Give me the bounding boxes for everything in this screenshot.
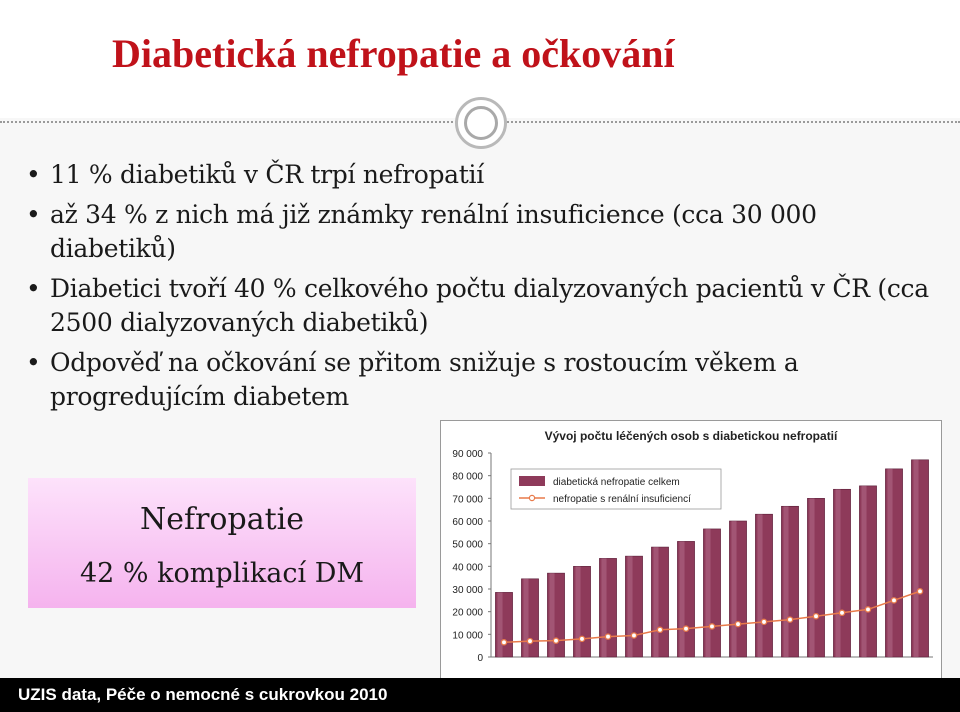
line-point-2005 <box>787 617 792 622</box>
footer-source: UZIS data, Péče o nemocné s cukrovkou 2010 <box>18 685 388 704</box>
bar-highlight <box>783 506 788 657</box>
bar-highlight <box>757 514 762 657</box>
nefropatie-chart <box>440 420 942 712</box>
y-tick-label: 40 000 <box>452 562 483 574</box>
bullet-item <box>24 272 934 340</box>
line-point-1996 <box>553 638 558 643</box>
bar-highlight <box>705 529 710 657</box>
legend-label-celkem: diabetická nefropatie celkem <box>553 477 680 488</box>
nefropatie-callout-box <box>28 478 416 608</box>
bar-highlight <box>887 469 892 657</box>
bar-highlight <box>861 486 866 657</box>
bullet-list <box>24 158 934 420</box>
bullet-dot-icon: • <box>26 348 41 377</box>
bar-highlight <box>835 489 840 657</box>
line-point-2006 <box>813 614 818 619</box>
line-point-2000 <box>657 627 662 632</box>
line-point-1995 <box>527 639 532 644</box>
bullet-item <box>24 346 934 414</box>
y-tick-label: 50 000 <box>452 539 483 551</box>
bullet-item <box>24 198 934 266</box>
line-point-2003 <box>735 622 740 627</box>
bullet-dot-icon: • <box>26 160 41 189</box>
bullet-text: 11 % diabetiků v ČR trpí nefropatií <box>50 160 484 189</box>
line-point-2010 <box>917 589 922 594</box>
y-tick-label: 60 000 <box>452 517 483 528</box>
y-tick-label: 70 000 <box>452 494 483 506</box>
ring-ornament-inner-icon <box>464 106 498 140</box>
line-point-2004 <box>761 619 766 624</box>
bullet-dot-icon: • <box>26 274 41 303</box>
chart-title: Vývoj počtu léčených osob s diabetickou nefropatií <box>544 429 838 443</box>
bar-highlight <box>549 573 554 657</box>
bar-highlight <box>809 498 814 657</box>
bar-highlight <box>627 556 632 657</box>
bullet-text: Odpověď na očkování se přitom snižuje s rostoucím věkem a progredujícím diabetem <box>50 348 799 411</box>
bullet-item <box>24 158 934 192</box>
line-point-2007 <box>839 610 844 615</box>
bullet-text: Diabetici tvoří 40 % celkového počtu dialyzovaných pacientů v ČR (cca 2500 dialyzovaných diabetiků) <box>50 274 929 337</box>
line-point-2009 <box>891 598 896 603</box>
chart-svg <box>441 421 941 711</box>
bar-highlight <box>679 541 684 657</box>
line-point-1998 <box>605 634 610 639</box>
y-tick-label: 30 000 <box>452 585 483 596</box>
y-tick-label: 0 <box>477 653 483 664</box>
legend-swatch-bar <box>519 476 545 486</box>
y-tick-label: 10 000 <box>452 630 483 642</box>
bullet-text: až 34 % z nich má již známky renální insuficience (cca 30 000 diabetiků) <box>50 200 817 263</box>
slide-title: Diabetická nefropatie a očkování <box>112 31 675 76</box>
bar-highlight <box>497 592 502 657</box>
bar-highlight <box>731 521 736 657</box>
bar-highlight <box>653 547 658 657</box>
line-point-1999 <box>631 633 636 638</box>
legend-label-insuficience: nefropatie s renální insuficiencí <box>553 494 691 505</box>
y-tick-label: 90 000 <box>452 449 483 460</box>
y-tick-label: 80 000 <box>452 471 483 483</box>
line-point-2008 <box>865 607 870 612</box>
legend-swatch-point <box>529 495 534 500</box>
bar-highlight <box>575 566 580 657</box>
bullet-dot-icon: • <box>26 200 41 229</box>
bar-highlight <box>523 579 528 657</box>
line-point-1994 <box>501 640 506 645</box>
bar-highlight <box>601 558 606 657</box>
footer-bar <box>0 678 960 712</box>
callout-title: Nefropatie <box>139 502 304 537</box>
line-point-2002 <box>709 624 714 629</box>
line-point-1997 <box>579 636 584 641</box>
callout-subtitle: 42 % komplikací DM <box>79 558 365 589</box>
y-tick-label: 20 000 <box>452 607 483 619</box>
bar-highlight <box>913 460 918 657</box>
line-point-2001 <box>683 626 688 631</box>
